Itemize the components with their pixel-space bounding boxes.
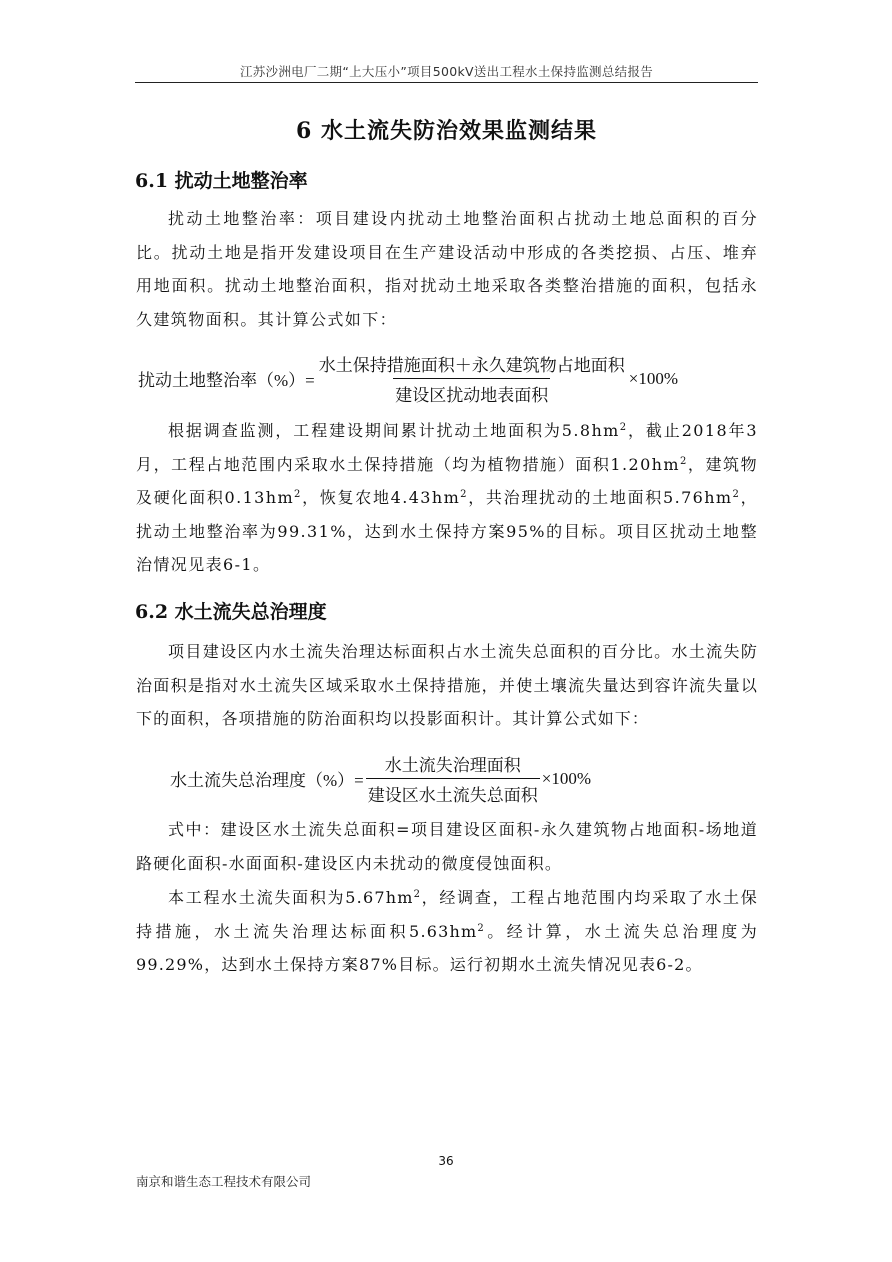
section-heading-6-2: 6.2 水土流失总治理度: [135, 601, 327, 623]
superscript: 2: [477, 922, 485, 934]
formula-tail: ×100%: [541, 768, 591, 788]
formula-denominator: 建设区水土流失总面积: [366, 778, 540, 806]
superscript: 2: [619, 422, 628, 433]
text-run: 。经计算，水土流失总治理度为99.29%，达到水土保持方案87%目标。运行初期水土流失情况见表6-2。: [136, 921, 758, 974]
formula-fraction: [317, 351, 627, 406]
paragraph-survey-results-6-2: [136, 881, 758, 982]
formula-denominator: 建设区扰动地表面积: [393, 378, 550, 406]
superscript: 2: [732, 489, 741, 500]
superscript: 2: [294, 489, 302, 500]
text-run: 本工程水土流失面积为5.67hm: [168, 888, 414, 907]
text-run: ，经调查，工程占地范围内均采取了水土保持措施，水土流失治理达标面积5.63hm: [136, 888, 758, 941]
superscript: 2: [460, 489, 468, 500]
paragraph-survey-results-6-1: [136, 414, 758, 582]
section-heading-6-1: 6.1 扰动土地整治率: [135, 170, 308, 192]
text-run: ，扰动土地整治率为99.31%，达到水土保持方案95%的目标。项目区扰动土地整治情况见表6-1。: [136, 488, 758, 574]
page-number: 36: [438, 1154, 454, 1168]
paragraph-definition-6-1: 扰动土地整治率：项目建设内扰动土地整治面积占扰动土地总面积的百分比。扰动土地是指开发建设项目在生产建设活动中形成的各类挖损、占压、堆弃用地面积。扰动土地整治面积，指对扰动土地采取各类整治措施的面积，包括永久建筑物面积。其计算公式如下：: [136, 209, 758, 329]
text-run: 根据调查监测，工程建设期间累计扰动土地面积为5.8hm: [168, 421, 620, 440]
paragraph-formula-note: 式中：建设区水土流失总面积=项目建设区面积-永久建筑物占地面积-场地道路硬化面积-水面面积-建设区内未扰动的微度侵蚀面积。: [136, 820, 758, 873]
superscript: 2: [679, 455, 688, 467]
formula-fraction: [366, 751, 540, 806]
text-run: ，共治理扰动的土地面积5.76hm: [467, 488, 733, 507]
formula-lhs: 水土流失总治理度（%）=: [170, 771, 364, 790]
header-divider: [135, 82, 758, 83]
formula-numerator: 水土保持措施面积＋永久建筑物占地面积: [318, 356, 625, 375]
footer-company: 南京和谐生态工程技术有限公司: [136, 1174, 312, 1189]
text-run: ，建筑物及硬化面积0.13hm: [136, 454, 758, 507]
superscript: 2: [413, 889, 422, 900]
text-run: ，截止2018年3月，工程占地范围内采取水土保持措施（均为植物措施）面积1.20hm: [136, 421, 758, 474]
paragraph-definition-6-2: 项目建设区内水土流失治理达标面积占水土流失总面积的百分比。水土流失防治面积是指对水土流失区域采取水土保持措施，并使土壤流失量达到容许流失量以下的面积，各项措施的防治面积均以投影面积计。其计算公式如下：: [136, 642, 758, 728]
formula-tail: ×100%: [628, 368, 678, 388]
formula-lhs: 扰动土地整治率（%）=: [138, 371, 315, 390]
formula-total-control-degree: [170, 751, 591, 806]
formula-disturbed-land-rate: [138, 351, 678, 406]
text-run: ，恢复农地4.43hm: [301, 488, 461, 507]
running-header: 江苏沙洲电厂二期“上大压小”项目500kV送出工程水土保持监测总结报告: [239, 64, 654, 79]
chapter-title: 6 水土流失防治效果监测结果: [296, 118, 597, 144]
formula-numerator: 水土流失治理面积: [384, 756, 521, 775]
